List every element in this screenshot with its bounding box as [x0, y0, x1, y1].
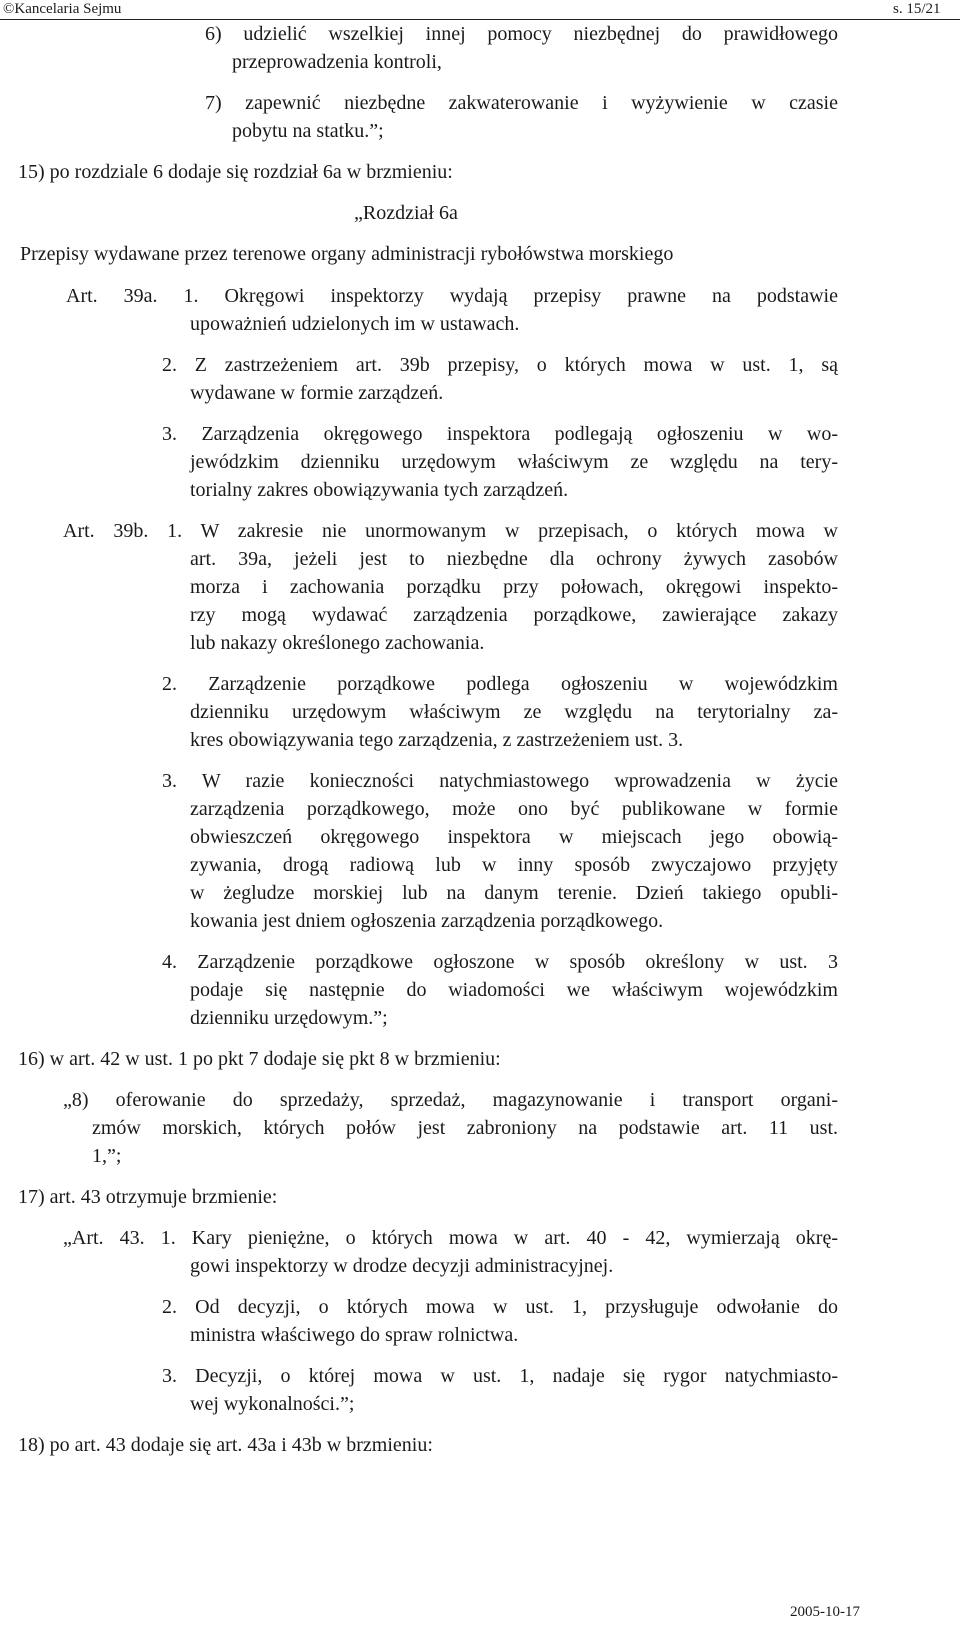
header-rule [0, 19, 960, 20]
text-line: „8) oferowanie do sprzedaży, sprzedaż, magazynowanie i transport organi- [63, 1089, 838, 1111]
text-line: 4. Zarządzenie porządkowe ogłoszone w sposób określony w ust. 3 [162, 951, 838, 973]
footer-date: 2005-10-17 [790, 1604, 860, 1620]
text-line: 16) w art. 42 w ust. 1 po pkt 7 dodaje się pkt 8 w brzmieniu: [18, 1048, 501, 1070]
text-line: upoważnień udzielonych im w ustawach. [190, 313, 520, 335]
text-line: gowi inspektorzy w drodze decyzji administracyjnej. [190, 1255, 614, 1277]
text-line: dzienniku urzędowym właściwym ze względu na terytorialny za- [190, 701, 838, 723]
text-line: ministra właściwego do spraw rolnictwa. [190, 1324, 519, 1346]
text-line: 17) art. 43 otrzymuje brzmienie: [18, 1186, 278, 1208]
text-line: 3. Zarządzenia okręgowego inspektora podlegają ogłoszeniu w wo- [162, 423, 838, 445]
text-line: 2. Zarządzenie porządkowe podlega ogłoszeniu w wojewódzkim [162, 673, 838, 695]
text-line: rzy mogą wydawać zarządzenia porządkowe, zawierające zakazy [190, 604, 838, 626]
text-line: 3. Decyzji, o której mowa w ust. 1, nadaje się rygor natychmiasto- [162, 1365, 838, 1387]
text-line: przeprowadzenia kontroli, [232, 51, 442, 73]
chapter-title: Przepisy wydawane przez terenowe organy administracji rybołówstwa morskiego [20, 243, 674, 265]
text-line: 2. Od decyzji, o których mowa w ust. 1, przysługuje odwołanie do [162, 1296, 838, 1318]
text-line: Art. 39a. 1. Okręgowi inspektorzy wydają przepisy prawne na podstawie [66, 285, 838, 307]
text-line: 3. W razie konieczności natychmiastowego wprowadzenia w życie [162, 770, 838, 792]
text-line: 2. Z zastrzeżeniem art. 39b przepisy, o których mowa w ust. 1, są [162, 354, 838, 376]
text-line: kowania jest dniem ogłoszenia zarządzenia porządkowego. [190, 910, 664, 932]
text-line: 1,”; [92, 1145, 122, 1167]
text-line: kres obowiązywania tego zarządzenia, z zastrzeżeniem ust. 3. [190, 729, 684, 751]
text-line: Art. 39b. 1. W zakresie nie unormowanym w przepisach, o których mowa w [63, 520, 838, 542]
text-line: 6) udzielić wszelkiej innej pomocy niezbędnej do prawidłowego [205, 23, 838, 45]
text-line: torialny zakres obowiązywania tych zarządzeń. [190, 479, 569, 501]
text-line: jewódzkim dzienniku urzędowym właściwym ze względu na tery- [190, 451, 838, 473]
text-line: dzienniku urzędowym.”; [190, 1007, 388, 1029]
text-line: zywania, drogą radiową lub w inny sposób zwyczajowo przyjęty [190, 854, 838, 876]
text-line: podaje się następnie do wiadomości we właściwym wojewódzkim [190, 979, 838, 1001]
text-line: „Art. 43. 1. Kary pieniężne, o których mowa w art. 40 - 42, wymierzają okrę- [63, 1227, 838, 1249]
text-line: 15) po rozdziale 6 dodaje się rozdział 6a w brzmieniu: [18, 161, 453, 183]
text-line: zmów morskich, których połów jest zabroniony na podstawie art. 11 ust. [92, 1117, 838, 1139]
text-line: wydawane w formie zarządzeń. [190, 382, 444, 404]
text-line: art. 39a, jeżeli jest to niezbędne dla ochrony żywych zasobów [190, 548, 838, 570]
text-line: w żegludze morskiej lub na danym terenie. Dzień takiego opubli- [190, 882, 838, 904]
text-line: zarządzenia porządkowego, może ono być publikowane w formie [190, 798, 838, 820]
chapter-heading: „Rozdział 6a [354, 202, 458, 224]
header-page-number: s. 15/21 [893, 1, 941, 17]
header-source: ©Kancelaria Sejmu [3, 1, 122, 17]
text-line: pobytu na statku.”; [232, 120, 384, 142]
text-line: morza i zachowania porządku przy połowach, okręgowi inspekto- [190, 576, 838, 598]
text-line: 7) zapewnić niezbędne zakwaterowanie i wyżywienie w czasie [205, 92, 838, 114]
text-line: obwieszczeń okręgowego inspektora w miejscach jego obowią- [190, 826, 838, 848]
text-line: wej wykonalności.”; [190, 1393, 355, 1415]
text-line: 18) po art. 43 dodaje się art. 43a i 43b w brzmieniu: [18, 1434, 433, 1456]
text-line: lub nakazy określonego zachowania. [190, 632, 485, 654]
